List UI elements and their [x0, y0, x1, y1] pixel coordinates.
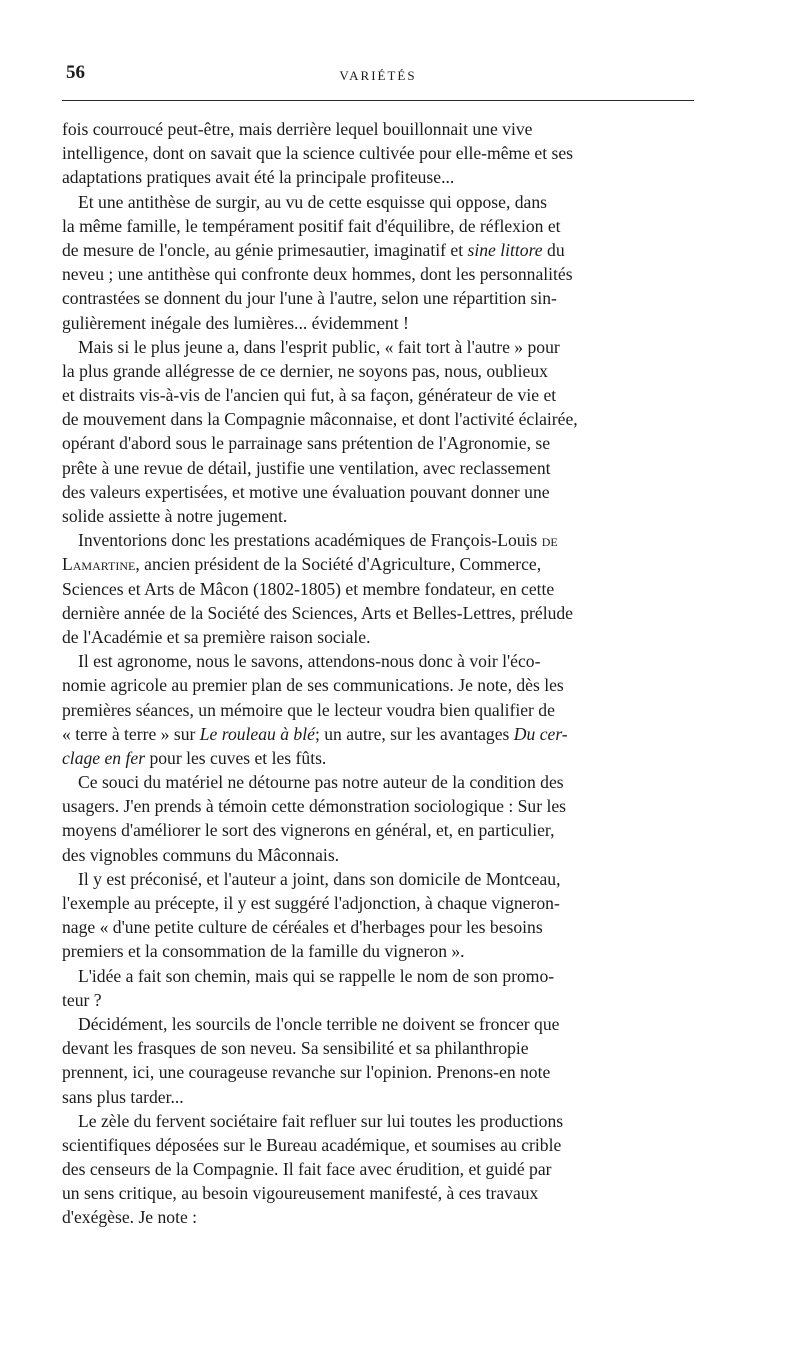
text-line: dernière année de la Société des Sciences, Arts et Belles-Lettres, prélude: [62, 602, 573, 623]
text-line: un sens critique, au besoin vigoureusement manifesté, à ces travaux: [62, 1183, 539, 1204]
text-line: prennent, ici, une courageuse revanche sur l'opinion. Prenons-en note: [62, 1062, 551, 1083]
text-line: Ce souci du matériel ne détourne pas notre auteur de la condition des: [78, 772, 564, 793]
running-title: VARIÉTÉS: [339, 68, 417, 83]
text-line: d'exégèse. Je note :: [62, 1207, 198, 1228]
text-line: [62, 238, 692, 262]
text-line: prête à une revue de détail, justifie une ventilation, avec reclassement: [62, 457, 551, 478]
text-line: usagers. J'en prends à témoin cette démonstration sociologique : Sur les: [62, 796, 566, 817]
text-line: Il y est préconisé, et l'auteur a joint, dans son domicile de Montceau,: [78, 868, 561, 889]
text-line: des vignobles communs du Mâconnais.: [62, 844, 340, 865]
text-line: contrastées se donnent du jour l'une à l'autre, selon une répartition sin-: [62, 288, 557, 309]
text-line: Et une antithèse de surgir, au vu de cette esquisse qui oppose, dans: [78, 191, 548, 212]
text-run: Inventorions donc les prestations académiques de François-Louis: [78, 530, 538, 551]
text-line: l'exemple au précepte, il y est suggéré l'adjonction, à chaque vigneron-: [62, 893, 560, 913]
text-line: adaptations pratiques avait été la principale profiteuse...: [62, 167, 455, 188]
text-run: ancien président de la Société d'Agriculture, Commerce,: [144, 554, 542, 575]
header-rule: [62, 100, 694, 101]
text-line: Sciences et Arts de Mâcon (1802-1805) et membre fondateur, en cette: [62, 578, 555, 599]
text-line: opérant d'abord sous le parrainage sans prétention de l'Agronomie, se: [62, 433, 551, 454]
text-line: la plus grande allégresse de ce dernier, ne soyons pas, nous, oublieux: [62, 360, 548, 381]
text-line: de mouvement dans la Compagnie mâconnaise, et dont l'activité éclairée,: [62, 409, 578, 430]
text-line: neveu ; une antithèse qui confronte deux hommes, dont les personnalités: [62, 264, 573, 285]
text-line: [62, 528, 692, 552]
text-line: teur ?: [62, 989, 102, 1010]
text-run: pour les cuves et les fûts.: [149, 747, 327, 768]
text-line: nage « d'une petite culture de céréales et d'herbages pour les besoins: [62, 917, 543, 938]
italic-run: Du cer-: [513, 723, 568, 744]
text-line: moyens d'améliorer le sort des vignerons en général, et, en particulier,: [62, 820, 555, 841]
text-line: solide assiette à notre jugement.: [62, 506, 288, 526]
text-line: gulièrement inégale des lumières... évidemment !: [62, 312, 409, 333]
text-line: [62, 722, 692, 746]
page-number: 56: [66, 62, 85, 83]
body-text: [62, 117, 692, 1230]
text-line: Le zèle du fervent sociétaire fait refluer sur lui toutes les productions: [78, 1110, 564, 1131]
text-line: Décidément, les sourcils de l'oncle terrible ne doivent se froncer que: [78, 1013, 560, 1034]
small-caps-run: Lamartine,: [62, 554, 140, 575]
text-run: du: [547, 239, 565, 260]
text-line: des censeurs de la Compagnie. Il fait face avec érudition, et guidé par: [62, 1159, 552, 1180]
text-line: premières séances, un mémoire que le lecteur voudra bien qualifier de: [62, 699, 555, 720]
running-head: [62, 62, 694, 92]
text-line: Il est agronome, nous le savons, attendons-nous donc à voir l'éco-: [78, 651, 541, 672]
text-line: devant les frasques de son neveu. Sa sensibilité et sa philanthropie: [62, 1038, 529, 1059]
text-line: Mais si le plus jeune a, dans l'esprit public, « fait tort à l'autre » pour: [78, 336, 560, 357]
text-line: de l'Académie et sa première raison sociale.: [62, 626, 371, 647]
italic-run: clage en fer: [62, 747, 146, 768]
italic-run: sine littore: [467, 239, 543, 260]
text-line: nomie agricole au premier plan de ses communications. Je note, dès les: [62, 675, 564, 696]
text-line: sans plus tarder...: [62, 1086, 184, 1107]
text-line: fois courroucé peut-être, mais derrière lequel bouillonnait une vive: [62, 119, 533, 139]
text-line: [62, 552, 692, 576]
text-run: de mesure de l'oncle, au génie primesautier, imaginatif et: [62, 239, 464, 260]
text-line: intelligence, dont on savait que la science cultivée pour elle-même et ses: [62, 143, 574, 164]
text-line: [62, 746, 692, 770]
text-run: « terre à terre » sur: [62, 723, 196, 744]
text-line: la même famille, le tempérament positif fait d'équilibre, de réflexion et: [62, 215, 561, 236]
italic-run: Le rouleau à blé: [199, 723, 315, 744]
text-line: et distraits vis-à-vis de l'ancien qui fut, à sa façon, générateur de vie et: [62, 385, 557, 406]
text-line: des valeurs expertisées, et motive une évaluation pouvant donner une: [62, 481, 550, 502]
text-line: L'idée a fait son chemin, mais qui se rappelle le nom de son promo-: [78, 965, 555, 986]
small-caps-run: de: [541, 530, 558, 551]
text-line: premiers et la consommation de la famille du vigneron ».: [62, 941, 465, 962]
text-line: scientifiques déposées sur le Bureau académique, et soumises au crible: [62, 1134, 562, 1155]
text-run: ; un autre, sur les avantages: [314, 723, 510, 744]
